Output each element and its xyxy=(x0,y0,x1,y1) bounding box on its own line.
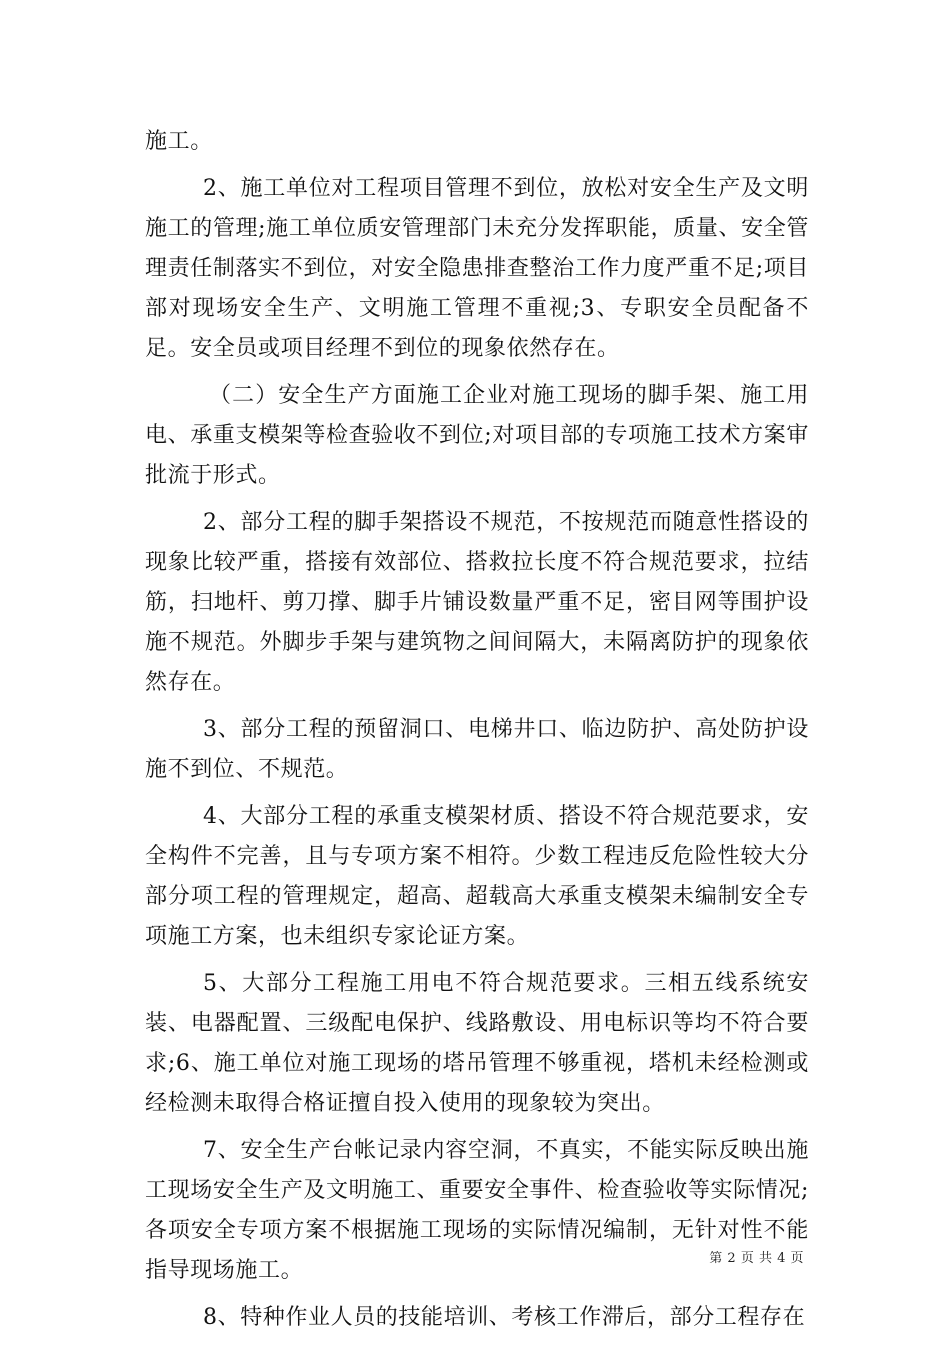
paragraph-item-8-training: 8、特种作业人员的技能培训、考核工作滞后，部分工程存在 xyxy=(203,1305,806,1330)
paragraph-item-3-openings: 3、部分工程的预留洞口、电梯井口、临边防护、高处防护设施不到位、不规范。 xyxy=(145,717,809,782)
body-text xyxy=(145,122,809,1345)
paragraph-item-5-electricity: 5、大部分工程施工用电不符合规范要求。三相五线系统安装、电器配置、三级配电保护、线路敷设、用电标识等均不符合要求;6、施工单位对施工现场的塔吊管理不够重视，塔机未经检测或经检测未取得合格证擅自投入使用的现象较为突出。 xyxy=(145,971,809,1116)
paragraph-continuation: 施工。 xyxy=(145,129,213,154)
paragraph-item-2-scaffold: 2、部分工程的脚手架搭设不规范，不按规范而随意性搭设的现象比较严重，搭接有效部位、搭救拉长度不符合规范要求，拉结筋，扫地杆、剪刀撑、脚手片铺设数量严重不足，密目网等围护设施不规范。外脚步手架与建筑物之间间隔大，未隔离防护的现象依然存在。 xyxy=(145,510,809,695)
page-number: 第 2 页 共 4 页 xyxy=(709,1251,804,1266)
paragraph-item-7-records: 7、安全生产台帐记录内容空洞，不真实，不能实际反映出施工现场安全生产及文明施工、重要安全事件、检查验收等实际情况;各项安全专项方案不根据施工现场的实际情况编制，无针对性不能指导现场施工。 xyxy=(145,1138,809,1283)
paragraph-item-4-formwork: 4、大部分工程的承重支模架材质、搭设不符合规范要求，安全构件不完善，且与专项方案不相符。少数工程违反危险性较大分部分项工程的管理规定，超高、超载高大承重支模架未编制安全专项施工方案，也未组织专家论证方案。 xyxy=(145,804,809,949)
paragraph-section-2-heading: （二）安全生产方面施工企业对施工现场的脚手架、施工用电、承重支模架等检查验收不到位;对项目部的专项施工技术方案审批流于形式。 xyxy=(145,383,809,488)
paragraph-item-2-management: 2、施工单位对工程项目管理不到位，放松对安全生产及文明施工的管理;施工单位质安管理部门未充分发挥职能，质量、安全管理责任制落实不到位，对安全隐患排查整治工作力度严重不足;项目部对现场安全生产、文明施工管理不重视;3、专职安全员配备不足。安全员或项目经理不到位的现象依然存在。 xyxy=(145,176,809,361)
